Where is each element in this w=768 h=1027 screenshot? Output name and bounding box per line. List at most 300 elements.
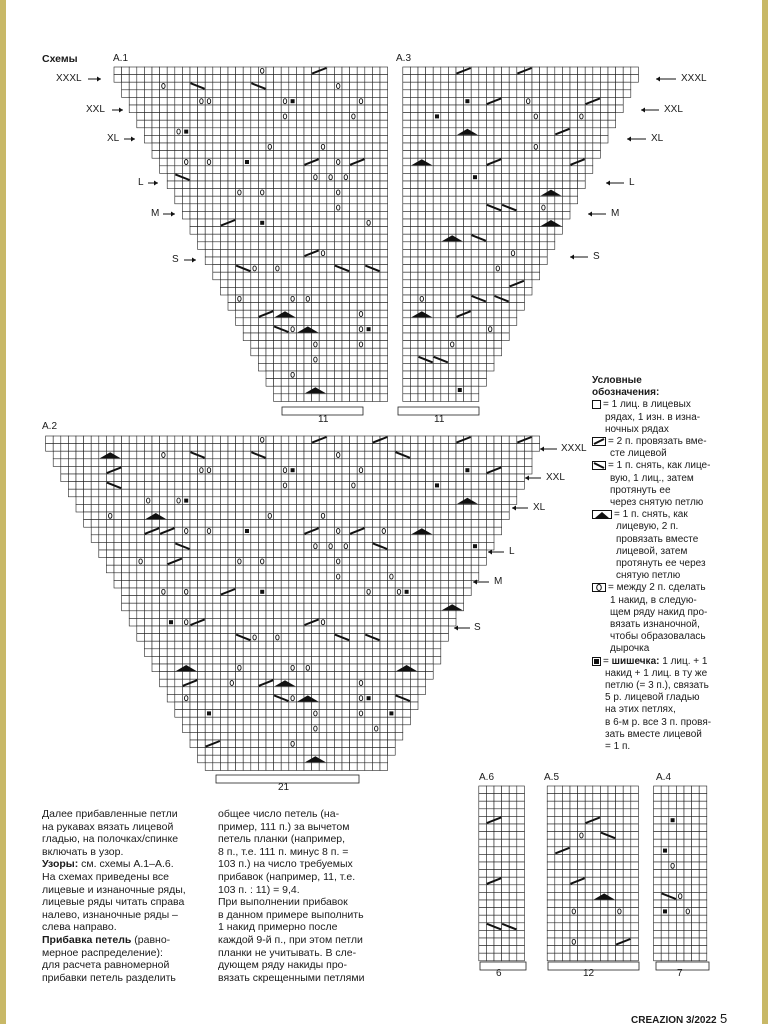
chart-cell bbox=[327, 272, 335, 280]
chart-cell bbox=[357, 333, 365, 341]
chart-cell bbox=[258, 444, 266, 452]
chart-cell bbox=[167, 128, 175, 136]
chart-cell bbox=[555, 877, 563, 885]
chart-cell bbox=[403, 166, 411, 174]
chart-cell bbox=[372, 204, 380, 212]
chart-cell bbox=[699, 816, 707, 824]
chart-cell bbox=[327, 105, 335, 113]
chart-cell bbox=[319, 333, 327, 341]
chart-cell bbox=[616, 75, 624, 83]
chart-cell bbox=[532, 265, 540, 273]
chart-cell bbox=[228, 497, 236, 505]
chart-cell bbox=[502, 181, 510, 189]
chart-cell bbox=[144, 436, 152, 444]
chart-cell bbox=[494, 451, 502, 459]
chart-cell bbox=[669, 953, 677, 961]
chart-cell bbox=[684, 900, 692, 908]
chart-cell bbox=[327, 143, 335, 151]
chart-cell bbox=[281, 173, 289, 181]
chart-cell bbox=[623, 67, 631, 75]
chart-cell bbox=[486, 82, 494, 90]
chart-cell bbox=[502, 257, 510, 265]
chart-cell bbox=[486, 854, 494, 862]
chart-cell bbox=[479, 520, 487, 528]
chart-cell bbox=[593, 839, 601, 847]
chart-cell bbox=[494, 497, 502, 505]
body-text-span: слева направо. bbox=[42, 921, 117, 934]
chart-cell bbox=[312, 558, 320, 566]
chart-cell bbox=[418, 386, 426, 394]
chart-cell bbox=[464, 82, 472, 90]
chart-cell bbox=[380, 219, 388, 227]
chart-cell bbox=[312, 242, 320, 250]
chart-cell bbox=[304, 128, 312, 136]
chart-cell bbox=[410, 649, 418, 657]
chart-cell bbox=[562, 135, 570, 143]
chart-cell bbox=[479, 809, 487, 817]
chart-cell bbox=[243, 97, 251, 105]
chart-cell bbox=[365, 341, 373, 349]
chart-cell bbox=[327, 75, 335, 83]
chart-cell bbox=[327, 151, 335, 159]
chart-cell bbox=[236, 242, 244, 250]
chart-cell bbox=[448, 196, 456, 204]
chart-cell bbox=[562, 832, 570, 840]
chart-cell bbox=[342, 227, 350, 235]
chart-cell bbox=[296, 204, 304, 212]
chart-cell bbox=[114, 580, 122, 588]
chart-cell bbox=[106, 436, 114, 444]
chart-cell bbox=[243, 611, 251, 619]
chart-cell bbox=[570, 809, 578, 817]
chart-cell bbox=[410, 196, 418, 204]
chart-cell bbox=[418, 287, 426, 295]
chart-cell bbox=[243, 740, 251, 748]
chart-cell bbox=[372, 181, 380, 189]
chart-cell bbox=[228, 436, 236, 444]
chart-cell bbox=[236, 158, 244, 166]
chart-cell bbox=[236, 527, 244, 535]
chart-cell bbox=[562, 143, 570, 151]
chart-cell bbox=[388, 687, 396, 695]
chart-cell bbox=[228, 257, 236, 265]
chart-cell bbox=[198, 90, 206, 98]
chart-cell bbox=[517, 196, 525, 204]
chart-cell bbox=[578, 173, 586, 181]
chart-cell bbox=[167, 626, 175, 634]
chart-cell bbox=[410, 679, 418, 687]
chart-cell bbox=[365, 520, 373, 528]
chart-cell bbox=[372, 527, 380, 535]
chart-cell bbox=[160, 672, 168, 680]
chart-cell bbox=[319, 687, 327, 695]
chart-cell bbox=[243, 325, 251, 333]
chart-cell bbox=[312, 451, 320, 459]
chart-cell bbox=[312, 588, 320, 596]
chart-cell bbox=[274, 482, 282, 490]
chart-cell bbox=[281, 611, 289, 619]
bobble-mark bbox=[465, 99, 469, 103]
chart-cell bbox=[418, 348, 426, 356]
chart-cell bbox=[319, 596, 327, 604]
chart-cell bbox=[631, 809, 639, 817]
chart-cell bbox=[578, 128, 586, 136]
chart-cell bbox=[274, 535, 282, 543]
chart-cell bbox=[251, 436, 259, 444]
chart-cell bbox=[372, 90, 380, 98]
chart-cell bbox=[296, 664, 304, 672]
chart-cell bbox=[236, 763, 244, 771]
chart-cell bbox=[220, 451, 228, 459]
chart-cell bbox=[661, 839, 669, 847]
chart-cell bbox=[372, 386, 380, 394]
chart-cell bbox=[403, 105, 411, 113]
chart-cell bbox=[570, 847, 578, 855]
legend-line: зать вместе лицевой bbox=[605, 728, 702, 740]
chart-cell bbox=[456, 520, 464, 528]
chart-cell bbox=[182, 565, 190, 573]
chart-cell bbox=[585, 135, 593, 143]
chart-cell bbox=[395, 732, 403, 740]
chart-cell bbox=[258, 158, 266, 166]
chart-cell bbox=[213, 265, 221, 273]
chart-cell bbox=[258, 90, 266, 98]
chart-cell bbox=[327, 482, 335, 490]
chart-cell bbox=[312, 257, 320, 265]
chart-cell bbox=[395, 618, 403, 626]
chart-cell bbox=[258, 611, 266, 619]
chart-cell bbox=[289, 379, 297, 387]
chart-cell bbox=[699, 885, 707, 893]
chart-cell bbox=[661, 801, 669, 809]
chart-cell bbox=[236, 227, 244, 235]
chart-cell bbox=[547, 953, 555, 961]
chart-cell bbox=[152, 550, 160, 558]
chart-cell bbox=[304, 603, 312, 611]
chart-cell bbox=[350, 356, 358, 364]
chart-cell bbox=[258, 151, 266, 159]
chart-cell bbox=[479, 839, 487, 847]
chart-cell bbox=[418, 394, 426, 402]
chart-cell bbox=[357, 67, 365, 75]
chart-cell bbox=[562, 75, 570, 83]
chart-cell bbox=[274, 672, 282, 680]
chart-cell bbox=[616, 870, 624, 878]
chart-cell bbox=[258, 656, 266, 664]
chart-cell bbox=[669, 908, 677, 916]
chart-cell bbox=[296, 181, 304, 189]
chart-cell bbox=[426, 67, 434, 75]
chart-cell bbox=[220, 763, 228, 771]
chart-cell bbox=[532, 242, 540, 250]
chart-cell bbox=[502, 824, 510, 832]
chart-cell bbox=[456, 211, 464, 219]
chart-cell bbox=[585, 870, 593, 878]
chart-cell bbox=[68, 466, 76, 474]
chart-cell bbox=[190, 542, 198, 550]
chart-cell bbox=[654, 832, 662, 840]
chart-cell bbox=[578, 143, 586, 151]
chart-cell bbox=[213, 710, 221, 718]
chart-cell bbox=[334, 181, 342, 189]
chart-cell bbox=[137, 634, 145, 642]
chart-cell bbox=[152, 664, 160, 672]
chart-cell bbox=[365, 687, 373, 695]
chart-cell bbox=[509, 257, 517, 265]
chart-cell bbox=[198, 143, 206, 151]
chart-cell bbox=[129, 451, 137, 459]
chart-cell bbox=[243, 436, 251, 444]
chart-cell bbox=[486, 900, 494, 908]
chart-cell bbox=[365, 173, 373, 181]
chart-cell bbox=[448, 257, 456, 265]
chart-cell bbox=[304, 451, 312, 459]
chart-cell bbox=[357, 444, 365, 452]
chart-cell bbox=[312, 603, 320, 611]
chart-cell bbox=[380, 634, 388, 642]
chart-cell bbox=[258, 755, 266, 763]
chart-cell bbox=[403, 379, 411, 387]
chart-cell bbox=[593, 82, 601, 90]
chart-cell bbox=[502, 915, 510, 923]
chart-cell bbox=[357, 113, 365, 121]
chart-cell bbox=[471, 280, 479, 288]
chart-cell bbox=[228, 717, 236, 725]
chart-cell bbox=[350, 687, 358, 695]
footer-magazine: CREAZION 3/2022 bbox=[631, 1015, 717, 1026]
chart-cell bbox=[228, 303, 236, 311]
chart-cell bbox=[509, 915, 517, 923]
chart-cell bbox=[296, 611, 304, 619]
chart-cell bbox=[350, 295, 358, 303]
chart-cell bbox=[684, 877, 692, 885]
chart-cell bbox=[456, 173, 464, 181]
chart-cell bbox=[365, 280, 373, 288]
chart-cell bbox=[600, 877, 608, 885]
chart-cell bbox=[357, 664, 365, 672]
chart-cell bbox=[418, 542, 426, 550]
chart-cell bbox=[426, 649, 434, 657]
chart-cell bbox=[555, 839, 563, 847]
chart-cell bbox=[334, 672, 342, 680]
chart-cell bbox=[517, 794, 525, 802]
chart-cell bbox=[342, 573, 350, 581]
chart-cell bbox=[327, 717, 335, 725]
chart-cell bbox=[266, 656, 274, 664]
chart-cell bbox=[585, 877, 593, 885]
chart-cell bbox=[350, 512, 358, 520]
chart-cell bbox=[228, 444, 236, 452]
chart-cell bbox=[236, 596, 244, 604]
chart-cell bbox=[578, 97, 586, 105]
chart-cell bbox=[266, 234, 274, 242]
chart-cell bbox=[547, 135, 555, 143]
chart-cell bbox=[486, 436, 494, 444]
chart-cell bbox=[585, 786, 593, 794]
chart-cell bbox=[479, 333, 487, 341]
chart-cell bbox=[289, 459, 297, 467]
chart-cell bbox=[327, 303, 335, 311]
chart-cell bbox=[608, 908, 616, 916]
chart-cell bbox=[281, 573, 289, 581]
chart-cell bbox=[600, 67, 608, 75]
chart-cell bbox=[350, 474, 358, 482]
chart-cell bbox=[502, 242, 510, 250]
arrow-head bbox=[606, 181, 610, 186]
chart-cell bbox=[175, 588, 183, 596]
chart-cell bbox=[251, 763, 259, 771]
chart-cell bbox=[593, 135, 601, 143]
chart-cell bbox=[471, 310, 479, 318]
chart-cell bbox=[448, 371, 456, 379]
legend-line: = 2 п. провязать вме- bbox=[608, 436, 707, 448]
chart-cell bbox=[357, 656, 365, 664]
chart-cell bbox=[372, 113, 380, 121]
chart-cell bbox=[281, 634, 289, 642]
chart-cell bbox=[410, 687, 418, 695]
chart-cell bbox=[304, 166, 312, 174]
chart-cell bbox=[213, 82, 221, 90]
chart-cell bbox=[160, 474, 168, 482]
chart-cell bbox=[304, 211, 312, 219]
chart-cell bbox=[137, 90, 145, 98]
chart-cell bbox=[380, 227, 388, 235]
chart-cell bbox=[160, 482, 168, 490]
chart-cell bbox=[198, 497, 206, 505]
chart-cell bbox=[175, 474, 183, 482]
chart-cell bbox=[410, 82, 418, 90]
chart-cell bbox=[228, 641, 236, 649]
chart-cell bbox=[281, 204, 289, 212]
chart-cell bbox=[433, 333, 441, 341]
body-text-line bbox=[42, 896, 212, 909]
chart-cell bbox=[182, 710, 190, 718]
chart-cell bbox=[319, 527, 327, 535]
chart-cell bbox=[380, 181, 388, 189]
chart-cell bbox=[114, 527, 122, 535]
chart-cell bbox=[289, 588, 297, 596]
chart-cell bbox=[281, 394, 289, 402]
chart-cell bbox=[289, 710, 297, 718]
chart-cell bbox=[403, 363, 411, 371]
legend-line: щем ряду накид про- bbox=[610, 606, 708, 618]
chart-cell bbox=[312, 318, 320, 326]
chart-cell bbox=[160, 603, 168, 611]
chart-cell bbox=[152, 436, 160, 444]
chart-cell bbox=[547, 839, 555, 847]
chart-cell bbox=[479, 558, 487, 566]
chart-cell bbox=[274, 580, 282, 588]
chart-cell bbox=[228, 535, 236, 543]
chart-cell bbox=[312, 444, 320, 452]
chart-cell bbox=[372, 489, 380, 497]
chart-cell bbox=[418, 482, 426, 490]
chart-cell bbox=[312, 379, 320, 387]
chart-cell bbox=[365, 371, 373, 379]
chart-cell bbox=[281, 82, 289, 90]
chart-cell bbox=[304, 242, 312, 250]
chart-cell bbox=[220, 725, 228, 733]
chart-cell bbox=[562, 90, 570, 98]
chart-cell bbox=[167, 75, 175, 83]
chart-cell bbox=[494, 504, 502, 512]
chart-cell bbox=[319, 634, 327, 642]
chart-cell bbox=[403, 466, 411, 474]
chart-cell bbox=[319, 394, 327, 402]
chart-cell bbox=[395, 535, 403, 543]
chart-cell bbox=[509, 930, 517, 938]
chart-cell bbox=[152, 482, 160, 490]
chart-cell bbox=[251, 242, 259, 250]
chart-cell bbox=[220, 702, 228, 710]
chart-cell bbox=[190, 466, 198, 474]
chart-cell bbox=[509, 82, 517, 90]
chart-cell bbox=[220, 280, 228, 288]
chart-cell bbox=[418, 371, 426, 379]
chart-cell bbox=[350, 649, 358, 657]
chart-cell bbox=[281, 67, 289, 75]
chart-cell bbox=[600, 908, 608, 916]
chart-cell bbox=[403, 550, 411, 558]
chart-cell bbox=[365, 710, 373, 718]
chart-cell bbox=[274, 489, 282, 497]
chart-cell bbox=[350, 611, 358, 619]
chart-cell bbox=[258, 748, 266, 756]
chart-cell bbox=[342, 196, 350, 204]
chart-cell bbox=[418, 341, 426, 349]
chart-cell bbox=[494, 900, 502, 908]
chart-cell bbox=[228, 265, 236, 273]
chart-cell bbox=[448, 618, 456, 626]
chart-cell bbox=[76, 466, 84, 474]
chart-cell bbox=[517, 158, 525, 166]
chart-cell bbox=[160, 679, 168, 687]
chart-cell bbox=[471, 333, 479, 341]
chart-cell bbox=[464, 318, 472, 326]
chart-cell bbox=[304, 588, 312, 596]
chart-cell bbox=[160, 151, 168, 159]
chart-cell bbox=[190, 497, 198, 505]
chart-cell bbox=[502, 870, 510, 878]
chart-cell bbox=[593, 809, 601, 817]
chart-cell bbox=[494, 520, 502, 528]
chart-cell bbox=[540, 143, 548, 151]
chart-cell bbox=[213, 204, 221, 212]
chart-cell bbox=[334, 694, 342, 702]
chart-cell bbox=[502, 436, 510, 444]
chart-cell bbox=[403, 672, 411, 680]
chart-cell bbox=[228, 196, 236, 204]
chart-cell bbox=[182, 436, 190, 444]
chart-cell bbox=[198, 542, 206, 550]
chart-cell bbox=[494, 946, 502, 954]
chart-cell bbox=[327, 634, 335, 642]
chart-cell bbox=[129, 596, 137, 604]
chart-cell bbox=[251, 295, 259, 303]
chart-cell bbox=[258, 265, 266, 273]
size-label: S bbox=[172, 254, 179, 265]
chart-cell bbox=[471, 90, 479, 98]
chart-cell bbox=[304, 611, 312, 619]
chart-cell bbox=[296, 280, 304, 288]
chart-cell bbox=[251, 694, 259, 702]
chart-cell bbox=[327, 550, 335, 558]
chart-cell bbox=[167, 687, 175, 695]
chart-cell bbox=[144, 67, 152, 75]
chart-cell bbox=[524, 90, 532, 98]
chart-cell bbox=[441, 113, 449, 121]
chart-cell bbox=[555, 953, 563, 961]
